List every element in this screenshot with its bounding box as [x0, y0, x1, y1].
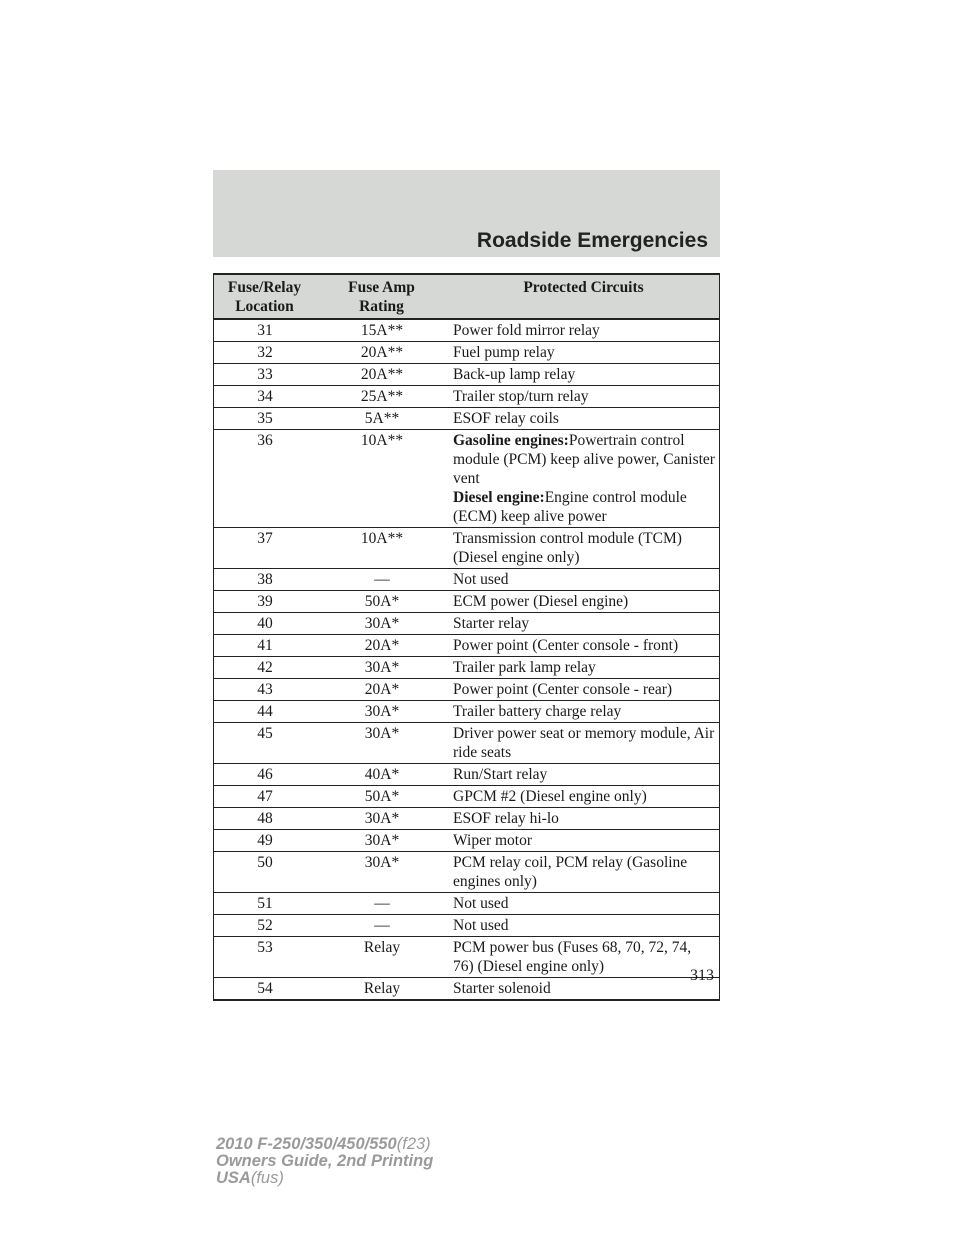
table-row: [214, 342, 720, 364]
fuse-location-cell: 33: [214, 364, 316, 386]
protected-circuit-cell: PCM power bus (Fuses 68, 70, 72, 74, 76) (Diesel engine only): [448, 937, 720, 978]
table-row: [214, 937, 720, 978]
fuse-amp-cell: 10A**: [315, 430, 448, 528]
fuse-location-cell: 38: [214, 569, 316, 591]
fuse-location-cell: 40: [214, 613, 316, 635]
fuse-amp-cell: 20A**: [315, 342, 448, 364]
protected-circuit-cell: GPCM #2 (Diesel engine only): [448, 786, 720, 808]
header-protected-circuits: Protected Circuits: [448, 274, 720, 319]
circuit-paragraph: [453, 431, 715, 488]
fuse-location-cell: 50: [214, 852, 316, 893]
fuse-location-cell: 41: [214, 635, 316, 657]
fuse-location-cell: 52: [214, 915, 316, 937]
table-row: [214, 852, 720, 893]
protected-circuit-cell: ESOF relay coils: [448, 408, 720, 430]
table-row: [214, 613, 720, 635]
protected-circuit-cell: Fuel pump relay: [448, 342, 720, 364]
table-row: [214, 978, 720, 1001]
footer-market-code: (fus): [250, 1169, 284, 1187]
protected-circuit-cell: Trailer stop/turn relay: [448, 386, 720, 408]
fuse-location-cell: 44: [214, 701, 316, 723]
footer: [216, 1136, 433, 1187]
fuse-amp-cell: 50A*: [315, 591, 448, 613]
table-row: [214, 386, 720, 408]
table-row: [214, 893, 720, 915]
header-amp-rating: Fuse Amp Rating: [315, 274, 448, 319]
protected-circuit-cell: Trailer park lamp relay: [448, 657, 720, 679]
fuse-location-cell: 34: [214, 386, 316, 408]
fuse-amp-cell: 50A*: [315, 786, 448, 808]
fuse-amp-cell: 30A*: [315, 613, 448, 635]
fuse-amp-cell: —: [315, 569, 448, 591]
table-row: [214, 808, 720, 830]
table-row: [214, 430, 720, 528]
protected-circuit-cell: Back-up lamp relay: [448, 364, 720, 386]
table-row: [214, 764, 720, 786]
header-location: Fuse/Relay Location: [214, 274, 316, 319]
fuse-amp-cell: 15A**: [315, 319, 448, 342]
protected-circuit-cell: ESOF relay hi-lo: [448, 808, 720, 830]
fuse-amp-cell: —: [315, 915, 448, 937]
page-number: 313: [690, 967, 714, 984]
fuse-amp-cell: 25A**: [315, 386, 448, 408]
protected-circuit-cell: [448, 430, 720, 528]
circuit-engine-label: Diesel engine:: [453, 489, 545, 506]
fuse-location-cell: 51: [214, 893, 316, 915]
fuse-amp-cell: 30A*: [315, 701, 448, 723]
footer-model: 2010 F-250/350/450/550: [216, 1135, 397, 1153]
circuit-text: Powertrain control module (PCM) keep alive power, Canister vent: [453, 432, 715, 487]
table-row: [214, 528, 720, 569]
protected-circuit-cell: Run/Start relay: [448, 764, 720, 786]
protected-circuit-cell: Wiper motor: [448, 830, 720, 852]
table-row: [214, 635, 720, 657]
table-row: [214, 657, 720, 679]
fuse-amp-cell: Relay: [315, 978, 448, 1001]
table-row: [214, 723, 720, 764]
footer-market: USA: [216, 1169, 251, 1187]
table-row: [214, 319, 720, 342]
fuse-location-cell: 43: [214, 679, 316, 701]
protected-circuit-cell: Not used: [448, 915, 720, 937]
fuse-location-cell: 45: [214, 723, 316, 764]
fuse-amp-cell: 20A*: [315, 679, 448, 701]
fuse-amp-cell: Relay: [315, 937, 448, 978]
protected-circuit-cell: Trailer battery charge relay: [448, 701, 720, 723]
table-row: [214, 701, 720, 723]
table-row: [214, 591, 720, 613]
fuse-location-cell: 39: [214, 591, 316, 613]
fuse-amp-cell: 20A*: [315, 635, 448, 657]
circuit-text: Engine control module (ECM) keep alive power: [453, 489, 687, 525]
protected-circuit-cell: Transmission control module (TCM) (Diesel engine only): [448, 528, 720, 569]
fuse-amp-cell: 10A**: [315, 528, 448, 569]
protected-circuit-cell: PCM relay coil, PCM relay (Gasoline engines only): [448, 852, 720, 893]
section-title: Roadside Emergencies: [476, 229, 708, 252]
protected-circuit-cell: Not used: [448, 569, 720, 591]
protected-circuit-cell: Starter relay: [448, 613, 720, 635]
fuse-amp-cell: —: [315, 893, 448, 915]
table-row: [214, 569, 720, 591]
table-header-row: [214, 274, 720, 319]
circuit-engine-label: Gasoline engines:: [453, 432, 569, 449]
fuse-amp-cell: 40A*: [315, 764, 448, 786]
table-row: [214, 786, 720, 808]
fuse-location-cell: 31: [214, 319, 316, 342]
fuse-location-cell: 49: [214, 830, 316, 852]
fuse-amp-cell: 5A**: [315, 408, 448, 430]
fuse-location-cell: 54: [214, 978, 316, 1001]
fuse-table-body: [214, 319, 720, 1000]
fuse-location-cell: 35: [214, 408, 316, 430]
protected-circuit-cell: Not used: [448, 893, 720, 915]
protected-circuit-cell: Power fold mirror relay: [448, 319, 720, 342]
fuse-amp-cell: 20A**: [315, 364, 448, 386]
footer-model-code: (f23): [396, 1135, 431, 1153]
fuse-table: [213, 273, 720, 1001]
table-row: [214, 679, 720, 701]
footer-printing: Owners Guide, 2nd Printing: [216, 1152, 434, 1170]
fuse-location-cell: 53: [214, 937, 316, 978]
fuse-amp-cell: 30A*: [315, 723, 448, 764]
protected-circuit-cell: Driver power seat or memory module, Air ride seats: [448, 723, 720, 764]
fuse-location-cell: 46: [214, 764, 316, 786]
table-row: [214, 364, 720, 386]
protected-circuit-cell: ECM power (Diesel engine): [448, 591, 720, 613]
table-row: [214, 915, 720, 937]
fuse-location-cell: 47: [214, 786, 316, 808]
table-row: [214, 830, 720, 852]
fuse-location-cell: 42: [214, 657, 316, 679]
protected-circuit-cell: Starter solenoid: [448, 978, 720, 1001]
protected-circuit-cell: Power point (Center console - front): [448, 635, 720, 657]
fuse-location-cell: 36: [214, 430, 316, 528]
fuse-amp-cell: 30A*: [315, 808, 448, 830]
fuse-amp-cell: 30A*: [315, 852, 448, 893]
fuse-location-cell: 37: [214, 528, 316, 569]
table-row: [214, 408, 720, 430]
fuse-amp-cell: 30A*: [315, 830, 448, 852]
section-header: [213, 170, 720, 257]
fuse-location-cell: 48: [214, 808, 316, 830]
fuse-location-cell: 32: [214, 342, 316, 364]
protected-circuit-cell: Power point (Center console - rear): [448, 679, 720, 701]
circuit-paragraph: [453, 488, 715, 526]
fuse-amp-cell: 30A*: [315, 657, 448, 679]
